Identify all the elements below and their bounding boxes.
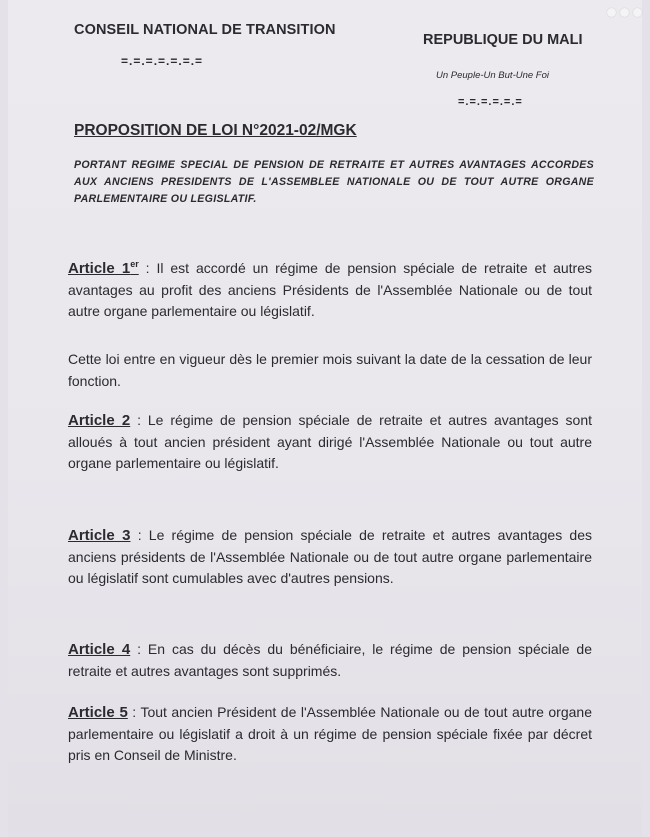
article-label: Article 4 xyxy=(68,641,131,658)
national-motto: Un Peuple-Un But-Une Foi xyxy=(436,70,549,81)
article-label: Article 3 xyxy=(68,527,131,544)
article-text: Il est accordé un régime de pension spéciale de retraite et autres avantages au profit des anciens Présidents de l'Assemblée Nationale ou de tout autre organe parlementaire ou législatif. xyxy=(68,260,593,319)
article-sep: : xyxy=(130,527,149,543)
article-label: Article 2 xyxy=(68,412,131,429)
article-sep: : xyxy=(130,412,148,428)
article-text: Tout ancien Président de l'Assemblée Nationale ou de tout autre organe parlementaire ou législatif a droit à un régime de pension spéciale fixée par décret pris en Conseil de Ministre. xyxy=(68,704,592,763)
article-sep: : xyxy=(130,641,148,657)
country-separator: =.=.=.=.=.= xyxy=(458,96,523,108)
document-subtitle: PORTANT REGIME SPECIAL DE PENSION DE RETRAITE ET AUTRES AVANTAGES ACCORDES AUX ANCIENS PRESIDENTS DE L'ASSEMBLEE NATIONALE OU DE TOUT AUTRE ORGANE PARLEMENTAIRE OU LEGISLATIF. xyxy=(74,159,594,205)
article-label: Article 1er xyxy=(68,259,139,277)
article-text: Cette loi entre en vigueur dès le premier mois suivant la date de la cessation de leur fonction. xyxy=(68,351,592,389)
article-3 xyxy=(68,525,592,590)
article-1 xyxy=(68,254,592,323)
issuer-name: CONSEIL NATIONAL DE TRANSITION xyxy=(74,22,336,38)
document-title: PROPOSITION DE LOI N°2021-02/MGK xyxy=(74,122,357,139)
article-4 xyxy=(68,639,592,682)
issuer-separator: =.=.=.=.=.=.= xyxy=(121,54,204,68)
article-text: Le régime de pension spéciale de retraite et autres avantages des anciens présidents de l'Assemblée Nationale ou de tout autre organe parlementaire ou législatif sont cumulables avec d'autres pensions. xyxy=(68,527,592,586)
article-1-paragraph-2 xyxy=(68,349,592,392)
article-label: Article 5 xyxy=(68,704,128,721)
article-sep: : xyxy=(138,260,157,276)
more-options-icon[interactable] xyxy=(607,8,642,17)
article-text: En cas du décès du bénéficiaire, le régime de pension spéciale de retraite et autres avantages sont supprimés. xyxy=(68,641,592,679)
article-2 xyxy=(68,410,592,475)
article-sep: : xyxy=(127,704,141,720)
article-5 xyxy=(68,702,592,767)
country-name: REPUBLIQUE DU MALI xyxy=(423,32,583,48)
article-text: Le régime de pension spéciale de retraite et autres avantages sont alloués à tout ancien président ayant dirigé l'Assemblée Nationale ou tout autre organe parlementaire ou législatif. xyxy=(68,412,592,471)
document-page xyxy=(8,0,642,837)
